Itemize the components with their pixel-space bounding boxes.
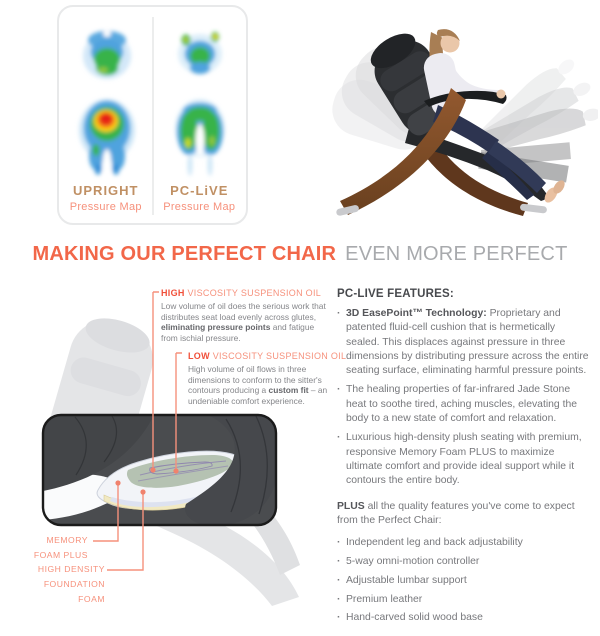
pressure-map-card <box>57 5 248 225</box>
pclive-label: PC-LiVE <box>170 183 229 198</box>
quality-features-list <box>337 536 590 625</box>
bullet-icon: · <box>337 574 341 586</box>
feature-item: · 3D EasePoint™ Technology: Proprietary and patented fluid-cell cushion that is hermetically sealed. This displaces against pressure in three dimensions by distributing pressure across the entire seating surface, eliminating harmful pressure points. <box>337 307 590 378</box>
pclive-sublabel: Pressure Map <box>163 201 236 213</box>
bullet-icon: · <box>337 537 341 549</box>
label-foundation-foam: HIGH DENSITY FOUNDATION FOAM <box>37 564 105 604</box>
callout-low-title: LOW VISCOSITY SUSPENSION OIL <box>188 351 347 361</box>
plus-paragraph: PLUS all the quality features you've come to expect from the Perfect Chair: <box>337 500 575 526</box>
quality-item: · Adjustable lumbar support <box>337 574 590 588</box>
bullet-icon: · <box>337 593 341 605</box>
callout-high-title: HIGH VISCOSITY SUSPENSION OIL <box>161 288 322 298</box>
quality-item: · Premium leather <box>337 593 590 607</box>
bullet-icon: · <box>337 432 341 444</box>
features-list <box>337 307 590 489</box>
features-column <box>337 288 590 630</box>
bullet-icon: · <box>337 308 341 319</box>
recline-motion-illustration <box>293 2 598 230</box>
upright-label: UPRIGHT <box>73 183 139 198</box>
feature-item: · The healing properties of far-infrared Jade Stone heat to soothe tired, aching muscles, elevating the body to a new state of comfort and relaxation. <box>337 383 590 426</box>
pressure-map-upright <box>79 31 135 175</box>
headline-rest: EVEN MORE PERFECT <box>345 243 568 265</box>
callout-low-body: High volume of oil flows in three dimensions to conform to the sitter's contours producing a custom fit – an undeniable comfort experience. <box>188 364 328 406</box>
bullet-icon: · <box>337 555 341 567</box>
callout-high-body: Low volume of oil does the serious work that distributes seat load evenly across glutes, eliminating pressure points and fatigue from ischial pressure. <box>161 301 326 343</box>
quality-item: · 5-way omni-motion controller <box>337 555 590 569</box>
features-heading: PC-LIVE FEATURES: <box>337 288 454 300</box>
pressure-map-pclive <box>175 32 225 176</box>
quality-item: · Independent leg and back adjustability <box>337 536 590 550</box>
cutaway-interior <box>43 413 278 526</box>
label-memory-foam: MEMORY FOAM PLUS <box>33 535 88 560</box>
upright-sublabel: Pressure Map <box>69 201 142 213</box>
bullet-icon: · <box>337 612 341 624</box>
hand <box>497 90 506 99</box>
page-title <box>0 243 600 266</box>
callout-low-viscosity <box>188 351 350 406</box>
callout-high-viscosity <box>161 288 329 343</box>
bullet-icon: · <box>337 384 341 396</box>
headline-accent: MAKING OUR PERFECT CHAIR <box>32 243 337 265</box>
quality-item: · Hand-carved solid wood base <box>337 611 590 625</box>
feature-item: · Luxurious high-density plush seating with premium, responsive Memory Foam PLUS to maximize ultimate comfort and provide ideal support while it contours the entire body. <box>337 431 590 488</box>
